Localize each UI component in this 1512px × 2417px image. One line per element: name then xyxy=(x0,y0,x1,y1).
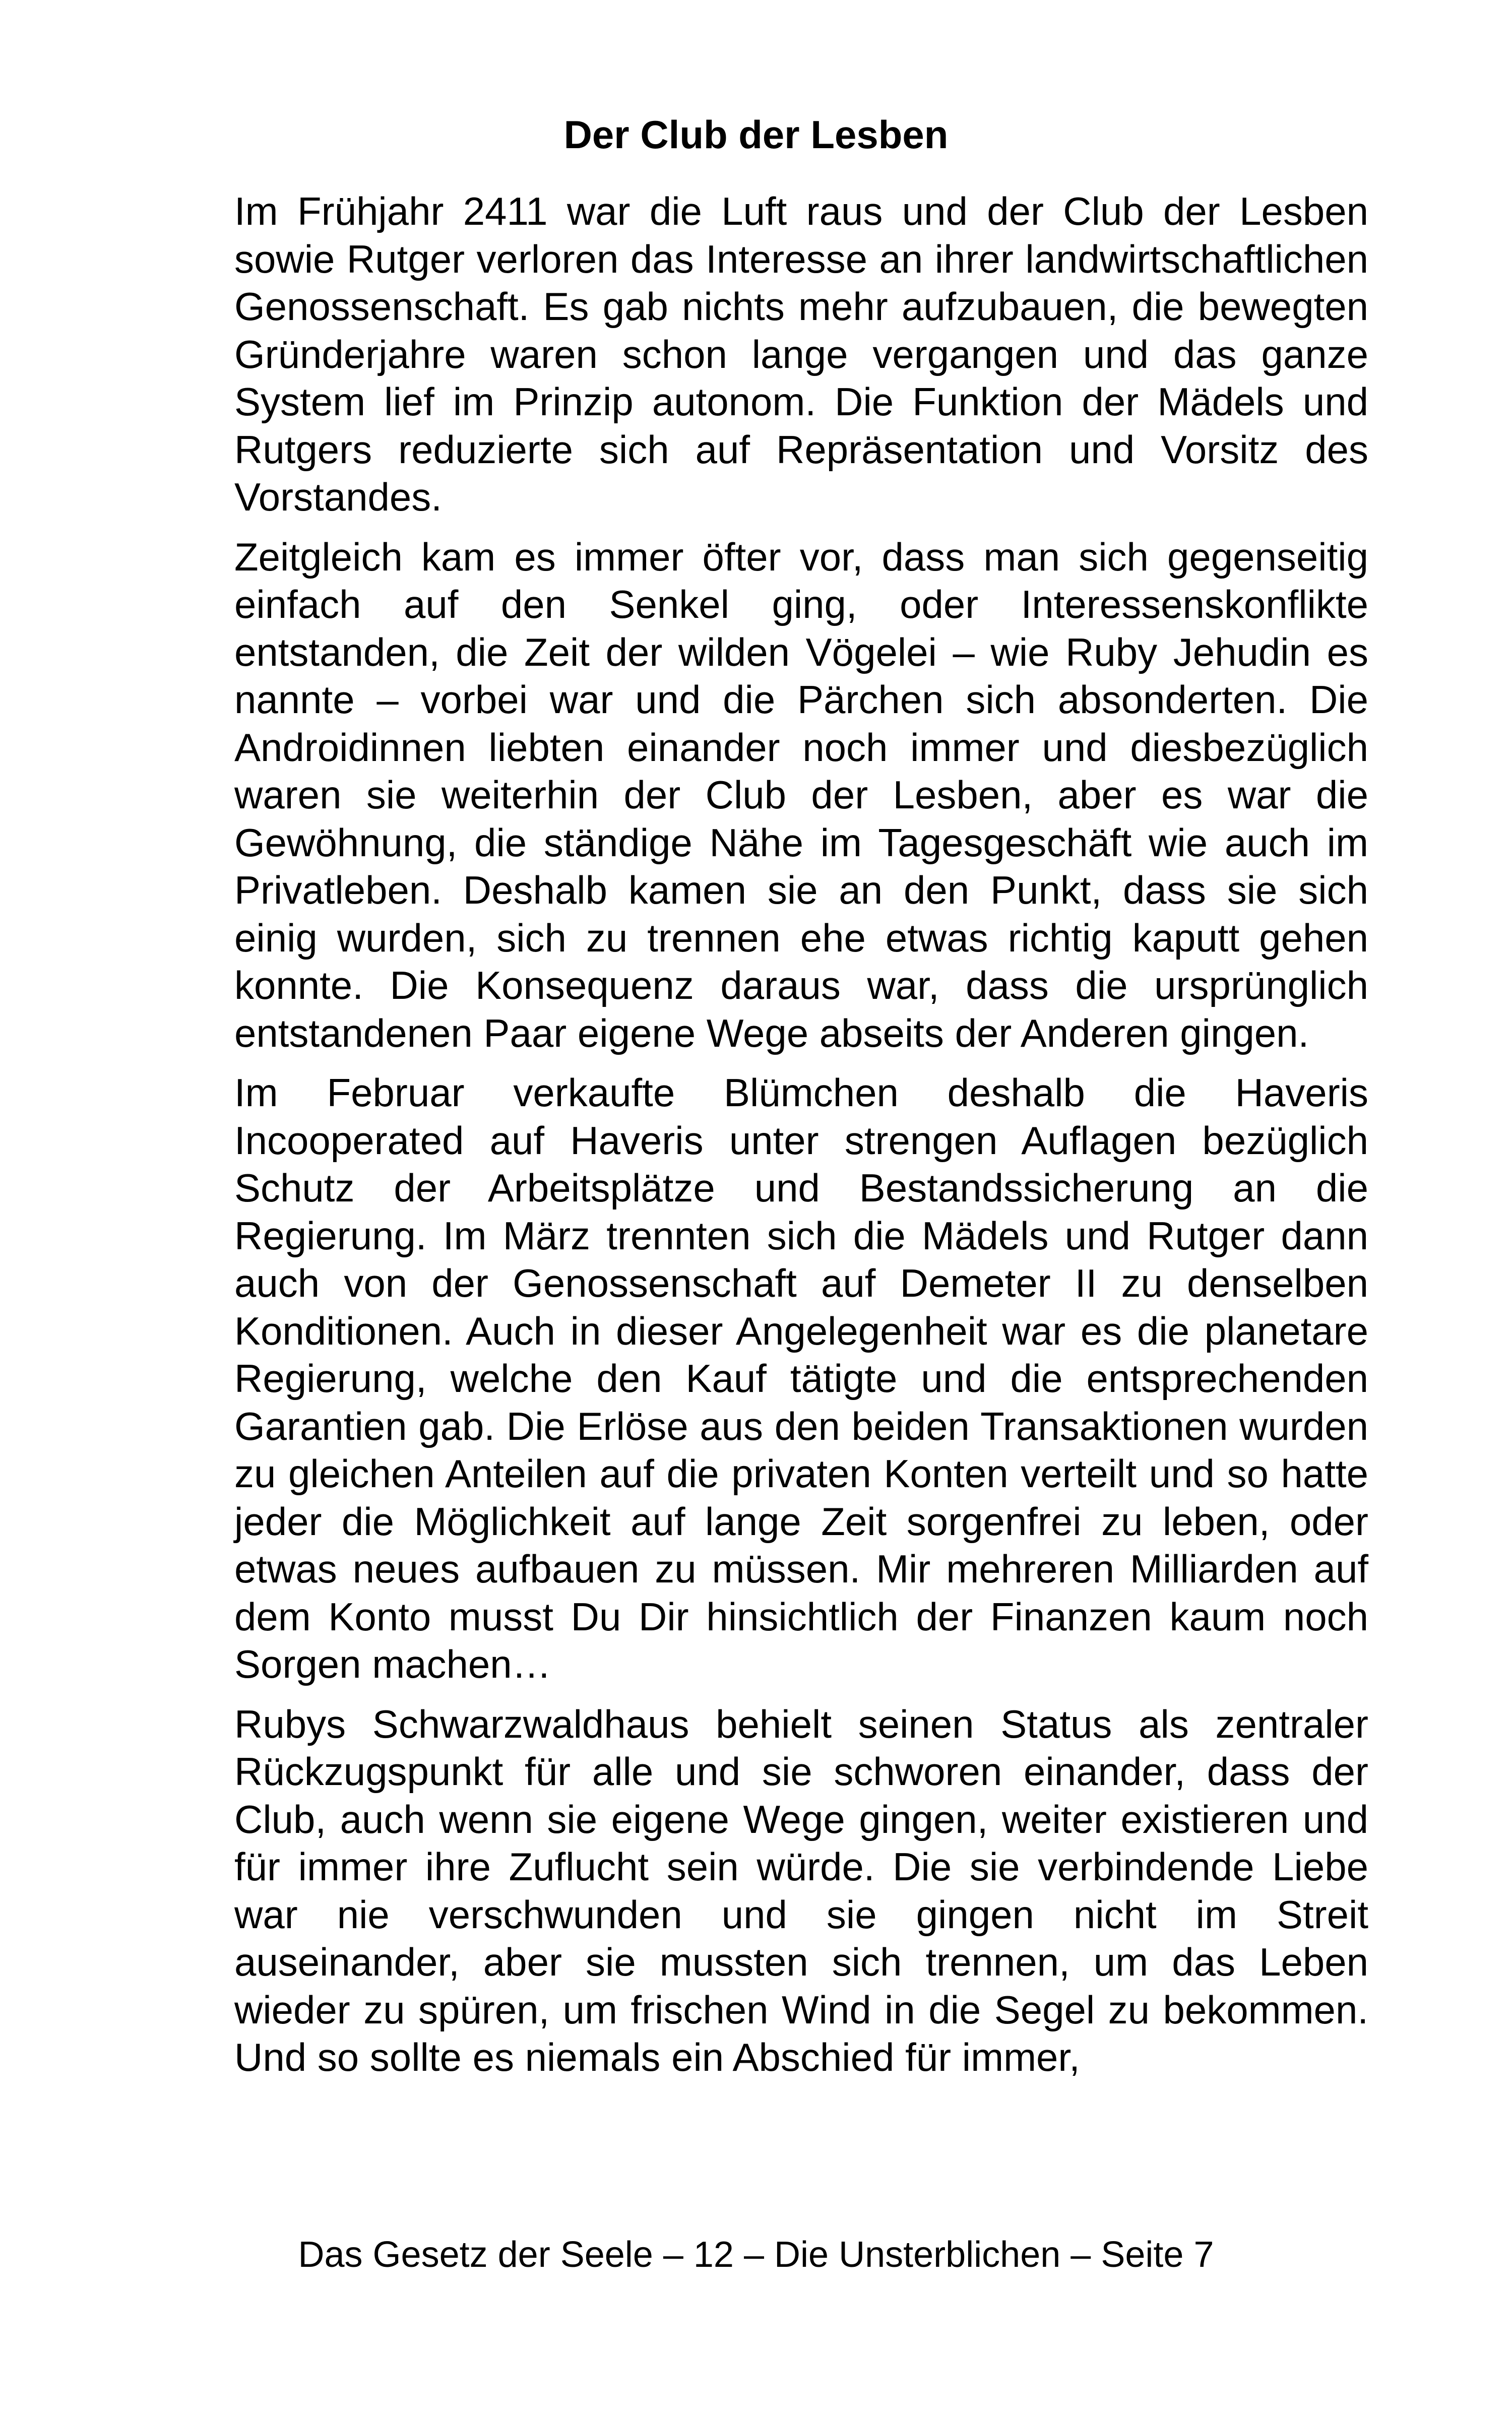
paragraph-3: Im Februar verkaufte Blümchen deshalb die Haveris Incooperated auf Haveris unter strengen Auflagen bezüglich Schutz der Arbeitsplätze und Bestandssicherung an die Regierung. Im März trennten sich die Mädels und Rutger dann auch von der Genossenschaft auf Demeter II zu denselben Konditionen. Auch in dieser Angelegenheit war es die planetare Regierung, welche den Kauf tätigte und die entsprechenden Garantien gab. Die Erlöse aus den beiden Transaktionen wurden zu gleichen Anteilen auf die privaten Konten verteilt und so hatte jeder die Möglichkeit auf lange Zeit sorgenfrei zu leben, oder etwas neues aufbauen zu müssen. Mir mehreren Milliarden auf dem Konto musst Du Dir hinsichtlich der Finanzen kaum noch Sorgen machen… xyxy=(234,1070,1368,1686)
page-footer: Das Gesetz der Seele – 12 – Die Unsterblichen – Seite 7 xyxy=(298,2235,1214,2275)
body-text xyxy=(234,187,1368,2093)
paragraph-4: Rubys Schwarzwaldhaus behielt seinen Status als zentraler Rückzugspunkt für alle und sie schworen einander, dass der Club, auch wenn sie eigene Wege gingen, weiter existieren und für immer ihre Zuflucht sein würde. Die sie verbindende Liebe war nie verschwunden und sie gingen nicht im Streit auseinander, aber sie mussten sich trennen, um das Leben wieder zu spüren, um frischen Wind in die Segel zu bekommen. Und so sollte es niemals ein Abschied für immer, xyxy=(234,1701,1368,2079)
paragraph-1: Im Frühjahr 2411 war die Luft raus und der Club der Lesben sowie Rutger verloren das Interesse an ihrer landwirtschaftlichen Genossenschaft. Es gab nichts mehr aufzubauen, die bewegten Gründerjahre waren schon lange vergangen und das ganze System lief im Prinzip autonom. Die Funktion der Mädels und Rutgers reduzierte sich auf Repräsentation und Vorsitz des Vorstandes. xyxy=(234,189,1368,519)
chapter-title: Der Club der Lesben xyxy=(563,112,949,157)
paragraph-2: Zeitgleich kam es immer öfter vor, dass man sich gegenseitig einfach auf den Senkel ging, oder Interessenskonflikte entstanden, die Zeit der wilden Vögelei – wie Ruby Jehudin es nannte – vorbei war und die Pärchen sich absonderten. Die Androidinnen liebten einander noch immer und diesbezüglich waren sie weiterhin der Club der Lesben, aber es war die Gewöhnung, die ständige Nähe im Tagesgeschäft wie auch im Privatleben. Deshalb kamen sie an den Punkt, dass sie sich einig wurden, sich zu trennen ehe etwas richtig kaputt gehen konnte. Die Konsequenz daraus war, dass die ursprünglich entstandenen Paar eigene Wege abseits der Anderen gingen. xyxy=(234,534,1368,1055)
